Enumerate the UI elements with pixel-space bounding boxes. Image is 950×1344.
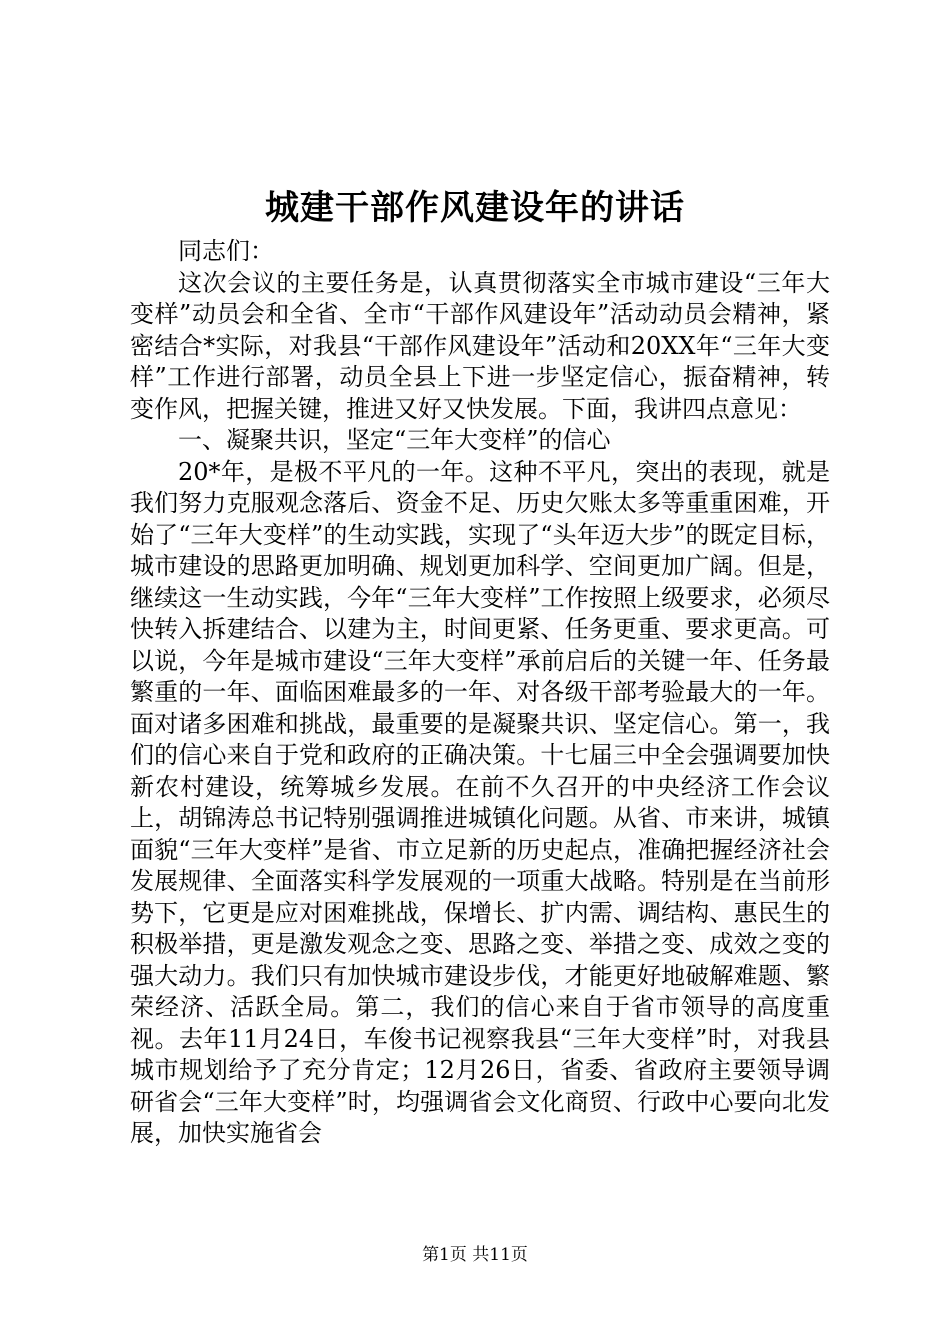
document-title: 城建干部作风建设年的讲话 bbox=[265, 188, 685, 228]
section-heading: 一、凝聚共识，坚定“三年大变样”的信心 bbox=[178, 426, 611, 454]
greeting: 同志们： bbox=[178, 237, 274, 265]
paragraph-intro: 这次会议的主要任务是，认真贯彻落实全市城市建设“三年大变样”动员会和全省、全市“干部作风建设年”活动动员会精神，紧密结合*实际，对我县“干部作风建设年”活动和20XX年“三年大变样”工作进行部署，动员全县上下进一步坚定信心，振奋精神，转变作风，把握关键，推进又好又快发展。下面，我讲四点意见： bbox=[130, 268, 830, 423]
page-footer: 第1页 共11页 bbox=[422, 1245, 528, 1265]
document-body bbox=[130, 236, 830, 1150]
paragraph-section-one: 20*年，是极不平凡的一年。这种不平凡，突出的表现，就是我们努力克服观念落后、资金不足、历史欠账太多等重重困难，开始了“三年大变样”的生动实践，实现了“头年迈大步”的既定目标，城市建设的思路更加明确、规划更加科学、空间更加广阔。但是，继续这一生动实践，今年“三年大变样”工作按照上级要求，必须尽快转入拆建结合、以建为主，时间更紧、任务更重、要求更高。可以说，今年是城市建设“三年大变样”承前启后的关键一年、任务最繁重的一年、面临困难最多的一年、对各级干部考验最大的一年。面对诸多困难和挑战，最重要的是凝聚共识、坚定信心。第一，我们的信心来自于党和政府的正确决策。十七届三中全会强调要加快新农村建设，统筹城乡发展。在前不久召开的中央经济工作会议上，胡锦涛总书记特别强调推进城镇化问题。从省、市来讲，城镇面貌“三年大变样”是省、市立足新的历史起点，准确把握经济社会发展规律、全面落实科学发展观的一项重大战略。特别是在当前形势下，它更是应对困难挑战，保增长、扩内需、调结构、惠民生的积极举措，更是激发观念之变、思路之变、举措之变、成效之变的强大动力。我们只有加快城市建设步伐，才能更好地破解难题、繁荣经济、活跃全局。第二，我们的信心来自于省市领导的高度重视。去年11月24日，车俊书记视察我县“三年大变样”时，对我县城市规划给予了充分肯定；12月26日，省委、省政府主要领导调研省会“三年大变样”时，均强调省会文化商贸、行政中心要向北发展，加快实施省会 bbox=[130, 457, 830, 1147]
